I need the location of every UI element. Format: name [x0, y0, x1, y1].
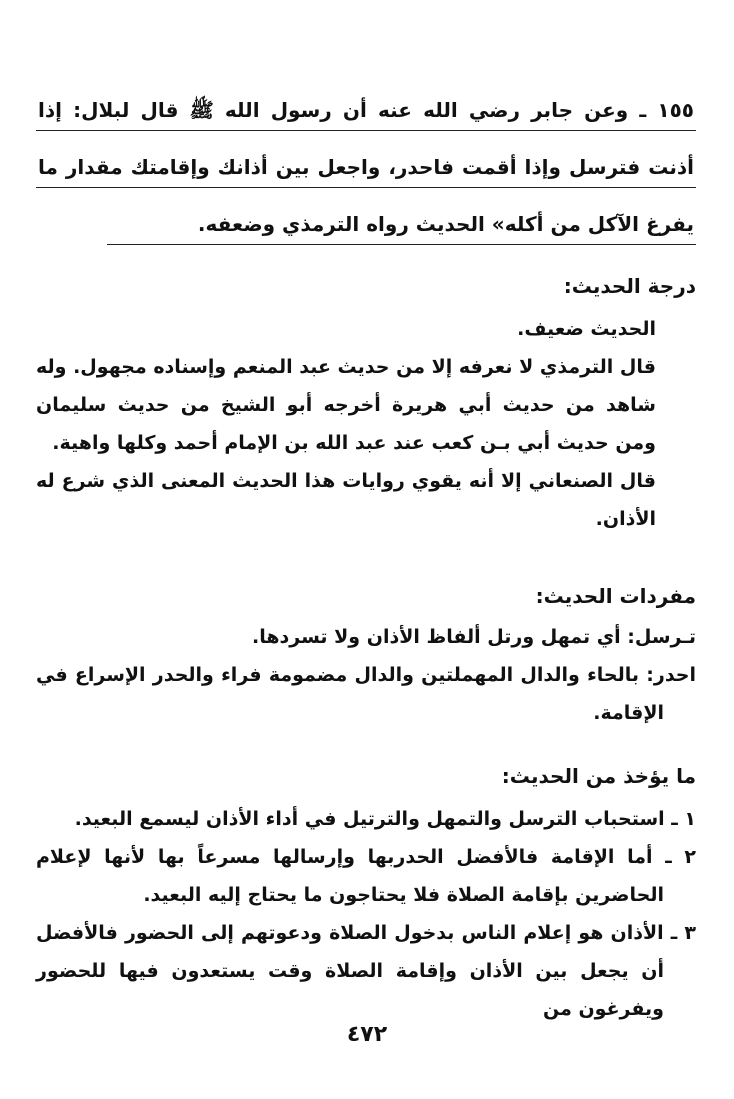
vocab-entry-tarassal [36, 618, 696, 656]
vocab-definition: بالحاء والدال المهملتين والدال مضمومة فراء والحدر الإسراع في الإقامة. [36, 664, 664, 724]
hadith-text-block [36, 90, 696, 245]
grade-paragraph-1: الحديث ضعيف. [517, 318, 656, 340]
vocab-entry-ihdur [36, 656, 696, 732]
grade-paragraph-2: قال الترمذي لا نعرفه إلا من حديث عبد المنعم وإسناده مجهول. وله شاهد من حديث أبي هريرة أخرجه أبو الشيخ من حديث سليمان ومن حديث أبي بـن كعب عند عبد الله بن الإمام أحمد وكلها واهية. [36, 356, 656, 454]
lesson-item-2: ٢ ـ أما الإقامة فالأفضل الحدربها وإرسالها مسرعاً بها لأنها لإعلام الحاضرين بإقامة الصلاة فلا يحتاجون ما يحتاج إليه البعيد. [36, 846, 696, 906]
vocab-term: تـرسل: [627, 626, 696, 648]
lesson-item-1: ١ ـ استحباب الترسل والتمهل والترتيل في أداء الأذان ليسمع البعيد. [74, 808, 696, 830]
vocabulary-heading: مفردات الحديث: [535, 584, 696, 608]
vocab-definition: أي تمهل ورتل ألفاظ الأذان ولا تسردها. [251, 626, 621, 648]
lessons-heading: ما يؤخذ من الحديث: [501, 764, 696, 788]
page-number: ٤٧٢ [346, 1022, 388, 1047]
hadith-line-2: أذنت فترسل وإذا أقمت فاحدر، واجعل بين أذانك وإقامتك مقدار ما [36, 147, 696, 188]
hadith-line-1: ١٥٥ ـ وعن جابر رضي الله عنه أن رسول الله ﷺ قال لبلال: إذا [36, 90, 696, 131]
grade-heading: درجة الحديث: [563, 274, 696, 298]
lesson-item-3: ٣ ـ الأذان هو إعلام الناس بدخول الصلاة ودعوتهم إلى الحضور فالأفضل أن يجعل بين الأذان وإقامة الصلاة وقت يستعدون فيها للحضور ويفرغون من [36, 922, 696, 1020]
lessons-section [36, 760, 696, 1028]
hadith-line-3: يفرغ الآكل من أكله» الحديث رواه الترمذي وضعفه. [107, 204, 696, 245]
hadith-grade-section [36, 270, 696, 538]
vocabulary-section [36, 580, 696, 732]
grade-paragraph-3: قال الصنعاني إلا أنه يقوي روايات هذا الحديث المعنى الذي شرع له الأذان. [36, 470, 656, 530]
vocab-term: احدر: [646, 664, 697, 686]
